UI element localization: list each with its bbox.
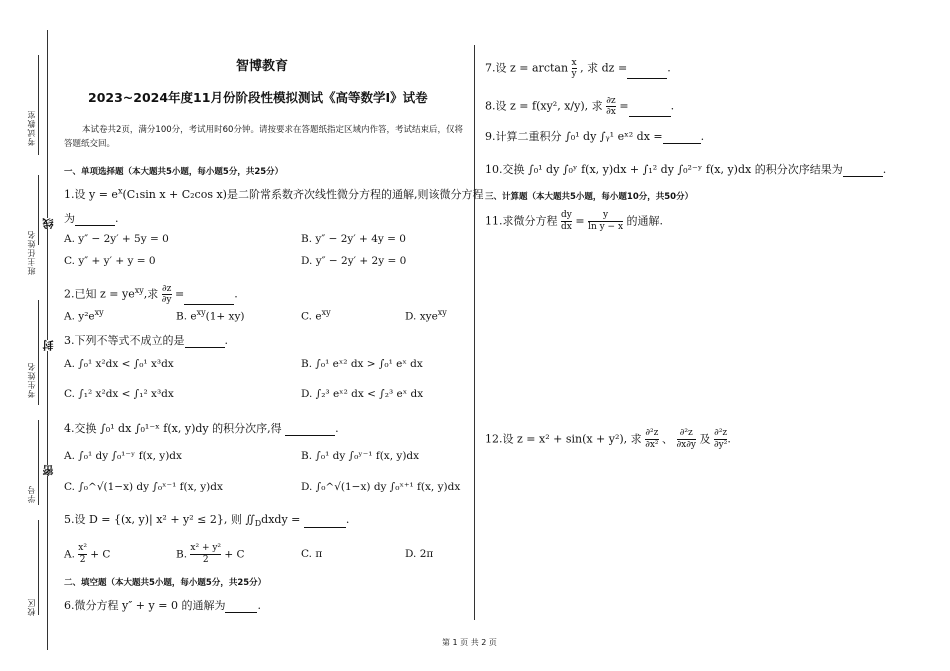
q5-tail: dxdy =	[261, 513, 301, 526]
student-id-label: 学号	[27, 485, 36, 503]
q12-and: 及	[699, 432, 711, 446]
q12-frac1	[645, 428, 658, 451]
q8-den: ∂x	[606, 107, 616, 117]
q11-frac2	[588, 210, 623, 233]
q2-stem: 2.已知 $z = ye^{xy}$,求 $\frac{\partial z}{\partial y}$ = .	[64, 284, 238, 305]
q11-eq: =	[575, 214, 585, 228]
q11-frac1	[561, 210, 572, 233]
q8-num: ∂z	[606, 96, 616, 106]
q2-blank[interactable]	[184, 293, 234, 305]
section-1-heading: 一、单项选择题（本大题共5小题，每小题5分，共25分）	[64, 167, 284, 177]
q8-pre: 8.设 z = f	[485, 99, 537, 113]
q5-stem-text: 5.设 D = {(x, y)| x² + y² ≤ 2}, 则 ∬	[64, 513, 255, 526]
q11-num2: y	[588, 210, 623, 222]
q3-stem: 3.下列不等式不成立的是 .	[64, 334, 228, 347]
q2-d-sup: xy	[437, 308, 447, 317]
q2-b-text: B. e	[176, 310, 197, 323]
q2-d-text: D. xye	[405, 310, 438, 323]
q2-b-tail: (1+ xy)	[205, 310, 245, 323]
campus-label: 校区	[27, 598, 36, 616]
q11-pre: 11.求微分方程	[485, 214, 558, 228]
q2-stem-text: 2.已知 z = ye	[64, 287, 135, 301]
q12-p3n: ∂²z	[714, 428, 728, 438]
page-footer: 第 1 页 共 2 页	[442, 638, 497, 647]
q2-sup: xy	[134, 285, 144, 295]
q4-option-c[interactable]: C. ∫₀^√(1−x) dy ∫₀ˣ⁻¹ f(x, y)dx	[64, 481, 223, 493]
q2-b-sup: xy	[196, 308, 206, 317]
q11-den2: ln y − x	[588, 222, 624, 232]
q12-frac3	[714, 428, 727, 451]
q2-fraction	[162, 284, 172, 305]
q4-option-a[interactable]: A. ∫₀¹ dy ∫₀¹⁻ʸ f(x, y)dx	[64, 450, 182, 462]
q2-a-text: A. y²e	[64, 310, 95, 323]
q4-blank[interactable]	[285, 424, 335, 436]
q12-frac2	[677, 428, 696, 451]
q3-blank[interactable]	[185, 336, 225, 348]
q5-stem: 5.设 D = {(x, y)| x² + y² ≤ 2}, 则 $∬_Ddxdy$ = .	[64, 513, 350, 529]
q12-p3d: ∂y²	[714, 440, 728, 450]
q1-stem	[64, 186, 483, 202]
q8-ask: , 求	[584, 99, 603, 113]
q11-num1: dy	[561, 210, 572, 220]
q3-option-d[interactable]: D. ∫₂³ eˣ² dx < ∫₂³ eˣ dx	[301, 388, 424, 400]
q11-answer-area[interactable]	[485, 245, 925, 415]
q12-end: .	[727, 432, 731, 446]
section-3-heading: 三、计算题（本大题共5小题，每小题10分，共50分）	[485, 192, 694, 202]
q7-den: y	[571, 69, 577, 79]
q11-den1: dx	[561, 222, 572, 232]
q2-option-d[interactable]	[405, 308, 447, 323]
q1-sup: x	[117, 186, 123, 196]
q1-stem-line2: 为 .	[64, 212, 119, 225]
q5-a-pre: A.	[64, 548, 75, 561]
seal-mark-close: 密	[42, 465, 55, 476]
q2-option-a[interactable]	[64, 308, 104, 323]
q12-answer-area[interactable]	[485, 465, 925, 615]
q1-stem-a: 1.设 y = e	[64, 188, 118, 201]
q5-a-num: x²	[78, 543, 87, 553]
q2-frac-den: ∂y	[161, 295, 172, 305]
q1-stem-c: 为	[64, 212, 75, 225]
q5-option-d[interactable]: D. 2π	[405, 548, 434, 560]
q2-a-sup: xy	[94, 308, 104, 317]
q2-c-sup: xy	[321, 308, 331, 317]
q7-post: , 求 dz =	[580, 61, 628, 75]
q4-stem-text: 4.交换 ∫₀¹ dx ∫₀¹⁻ˣ f(x, y)dy 的积分次序,得	[64, 422, 282, 435]
q5-b-post: + C	[224, 548, 245, 561]
q5-option-a[interactable]	[64, 543, 110, 566]
teacher-field[interactable]	[38, 175, 39, 245]
q5-a-frac	[78, 543, 87, 566]
q8-args: (xy², x/y)	[536, 99, 585, 113]
q3-option-b[interactable]: B. ∫₀¹ eˣ² dx > ∫₀¹ eˣ dx	[301, 358, 423, 370]
q2-c-text: C. e	[301, 310, 322, 323]
q5-option-c[interactable]: C. π	[301, 548, 323, 560]
q7-frac	[572, 58, 577, 79]
q12-p2n: ∂²z	[677, 428, 696, 440]
q1-option-c[interactable]: C. y″ + y′ + y = 0	[64, 255, 156, 267]
q5-a-post: + C	[90, 548, 111, 561]
exam-room-label: 考试教室	[27, 110, 36, 146]
student-id-field[interactable]	[38, 420, 39, 505]
q5-option-b[interactable]	[176, 543, 245, 566]
section-2-heading: 二、填空题（本大题共5小题，每小题5分，共25分）	[64, 578, 267, 588]
q1-option-a[interactable]: A. y″ − 2y′ + 5y = 0	[64, 233, 169, 245]
exam-title: 2023~2024年度11月份阶段性模拟测试《高等数学I》试卷	[88, 90, 428, 105]
q10-blank[interactable]	[843, 165, 883, 177]
q3-stem-text: 3.下列不等式不成立的是	[64, 334, 185, 347]
q5-a-den: 2	[79, 555, 86, 565]
q2-option-b[interactable]	[176, 308, 245, 323]
q12-stem	[485, 428, 731, 451]
q2-eq: =	[175, 287, 185, 301]
q12-sep: 、	[662, 432, 674, 446]
q10-stem: 10.交换 ∫₀¹ dy ∫₀ʸ f(x, y)dx + ∫₁² dy ∫₀²⁻ʸ f(x, y)dx 的积分次序结果为 .	[485, 163, 887, 176]
q2-frac-num: ∂z	[161, 284, 172, 294]
exam-room-field[interactable]	[38, 55, 39, 155]
seal-mark-seal: 封	[42, 340, 55, 351]
column-divider	[474, 45, 475, 620]
q12-p1n: ∂²z	[645, 428, 659, 438]
q9-stem: 9.计算二重积分 ∫₀¹ dy ∫ᵧ¹ eˣ² dx = .	[485, 130, 705, 143]
q9-text: 9.计算二重积分 ∫₀¹ dy ∫ᵧ¹ eˣ² dx =	[485, 130, 663, 143]
q8-blank[interactable]	[629, 105, 671, 117]
q7-blank[interactable]	[627, 67, 667, 79]
q4-option-b[interactable]: B. ∫₀¹ dy ∫₀ʸ⁻¹ f(x, y)dx	[301, 450, 420, 462]
q7-stem: 7.设 z = arctan $\frac{x}{y}$ , 求 dz = .	[485, 58, 671, 79]
q9-blank[interactable]	[663, 132, 701, 144]
q5-blank[interactable]	[304, 516, 346, 528]
student-name-field[interactable]	[38, 300, 39, 405]
q3-option-a[interactable]: A. ∫₀¹ x²dx < ∫₀¹ x³dx	[64, 358, 174, 370]
q5-b-den: 2	[202, 555, 209, 565]
q1-option-b[interactable]: B. y″ − 2y′ + 4y = 0	[301, 233, 406, 245]
q4-option-d[interactable]: D. ∫₀^√(1−x) dy ∫₀ˣ⁺¹ f(x, y)dx	[301, 481, 461, 493]
q1-option-d[interactable]: D. y″ − 2y′ + 2y = 0	[301, 255, 407, 267]
q5-sub: D	[254, 519, 262, 529]
q12-p1d: ∂x²	[645, 440, 659, 450]
student-name-label: 考生姓名	[27, 362, 36, 398]
q7-pre: 7.设 z = arctan	[485, 61, 569, 75]
q7-num: x	[571, 58, 577, 68]
q5-b-frac	[190, 543, 221, 566]
q8-frac	[606, 96, 616, 117]
q4-stem: 4.交换 ∫₀¹ dx ∫₀¹⁻ˣ f(x, y)dy 的积分次序,得 .	[64, 422, 339, 435]
q5-b-num: x² + y²	[190, 543, 222, 553]
exam-instructions: 本试卷共2页，满分100分，考试用时60分钟。请按要求在答题纸指定区域内作答，考试结束后，仅将答题纸交回。	[64, 125, 463, 149]
q1-blank[interactable]	[75, 214, 115, 226]
q11-stem	[485, 210, 663, 233]
q1-stem-b: (C₁sin x + C₂cos x)是二阶常系数齐次线性微分方程的通解,则该微分方程	[122, 188, 484, 201]
seal-mark-line: 线	[42, 218, 55, 229]
q10-text: 10.交换 ∫₀¹ dy ∫₀ʸ f(x, y)dx + ∫₁² dy ∫₀²⁻ʸ f(x, y)dx 的积分次序结果为	[485, 163, 843, 176]
q5-b-pre: B.	[176, 548, 188, 561]
q6-blank[interactable]	[225, 601, 257, 613]
campus-field[interactable]	[38, 520, 39, 615]
q8-eq: =	[619, 99, 629, 113]
q2-ask: ,求	[143, 287, 159, 301]
q12-pre: 12.设 z = x² + sin(x + y²), 求	[485, 432, 642, 446]
q8-stem: 8.设 z = f(xy², x/y), 求 $\frac{\partial z}{\partial x}$ = .	[485, 96, 675, 117]
org-name: 智博教育	[236, 59, 289, 74]
q6-text: 6.微分方程 y″ + y = 0 的通解为	[64, 599, 226, 612]
q2-option-c[interactable]	[301, 308, 331, 323]
teacher-label: 班主任姓名	[27, 230, 36, 275]
q6-stem: 6.微分方程 y″ + y = 0 的通解为 .	[64, 599, 261, 612]
q12-p2d: ∂x∂y	[676, 440, 696, 450]
q3-option-c[interactable]: C. ∫₁² x²dx < ∫₁² x³dx	[64, 388, 174, 400]
q11-post: 的通解.	[626, 214, 664, 228]
